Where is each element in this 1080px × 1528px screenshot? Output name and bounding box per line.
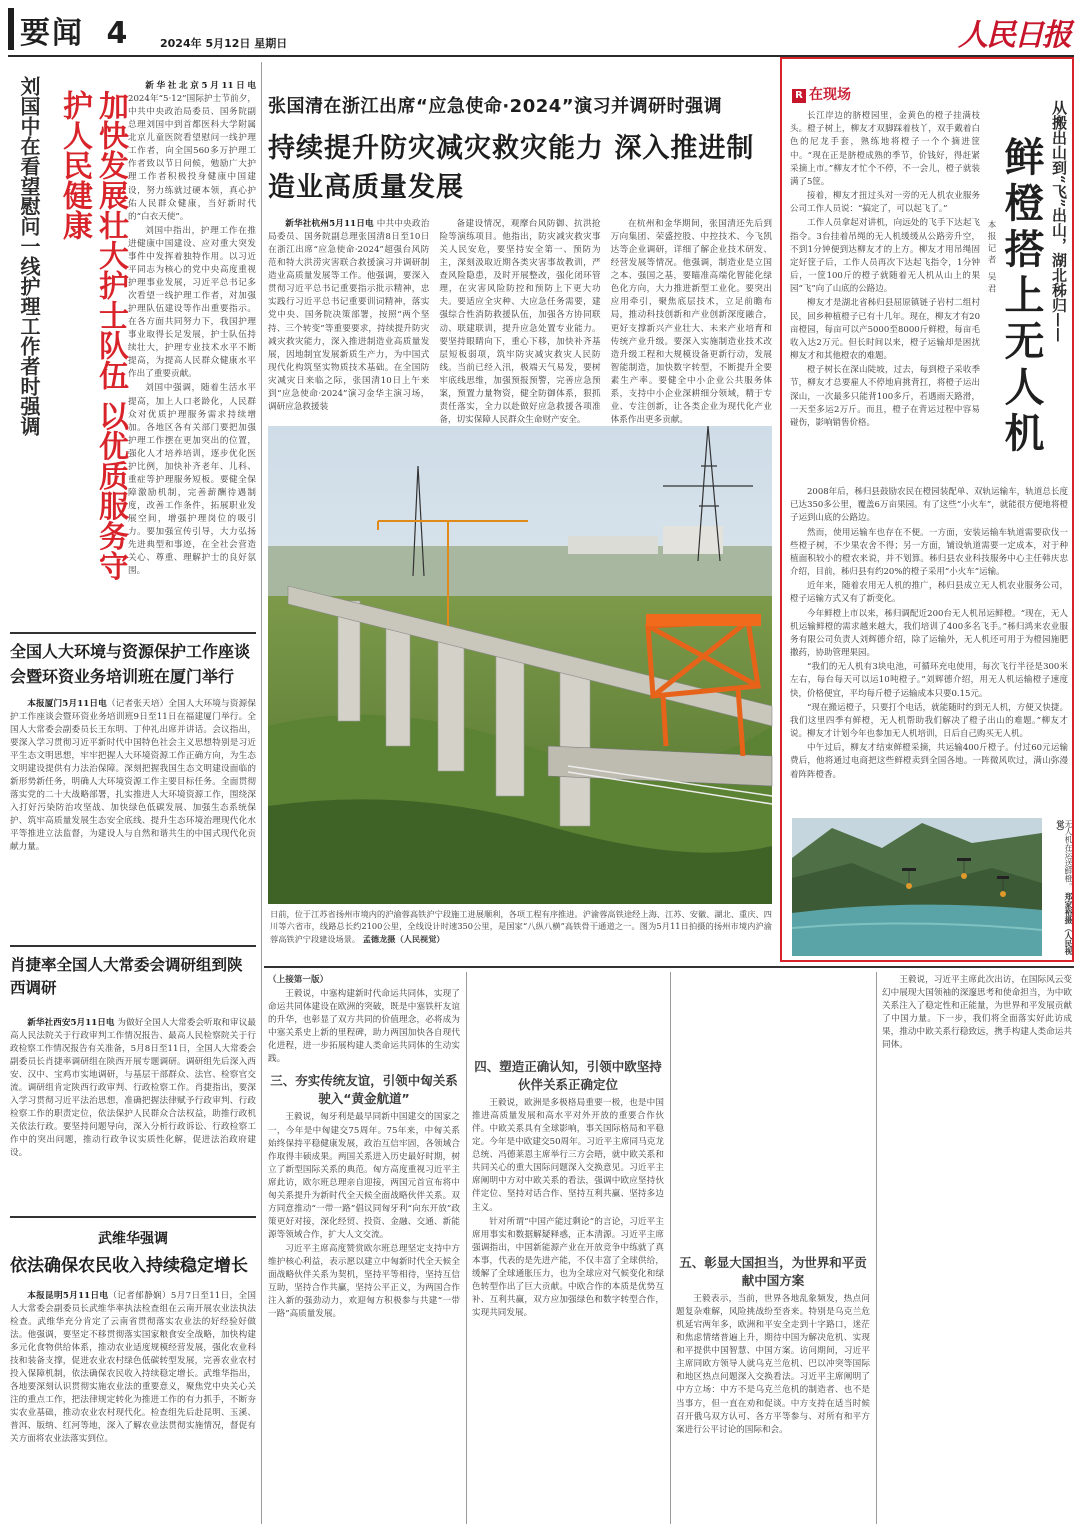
drone-photo bbox=[792, 818, 1042, 956]
wangyi-head-4: 四、塑造正确认知，引领中欧坚持伙伴关系正确定位 bbox=[474, 1059, 662, 1092]
feature-p7: 然而，使用运输车也存在不便。一方面，安装运输车轨道需要砍伐一些橙子树，不少果农舍不得；另一方面，铺设轨道需要一定成本，对于种植面积较小的橙农来说，并不划算。秭归县农业科技服务中心主任韩庆忠介绍，目前，秭归县有约20%的橙子采用“小火车”运输。 bbox=[790, 527, 1068, 578]
feature-p5: 橙子树长在深山陡坡，过去，每到橙子采收季节，柳友才总要雇人不停地肩挑背扛，将橙子运出深山，一次最多只能背100多斤，若遇雨天路滑，一天至多运2万斤。而且，橙子在背运过程中容易碰伤，影响销售价格。 bbox=[790, 365, 980, 428]
wangyi-col-1 bbox=[268, 974, 460, 1524]
lead-kicker: 张国清在浙江出席“应急使命·2024”演习并调研时强调 bbox=[268, 96, 723, 117]
lead-col-a-text: 中共中央政治局委员、国务院副总理张国清8日至10日在浙江出席“应急使命·2024”超强台风防范和特大洪涝灾害联合救援演习并调研制造业高质量发展等工作。他强调，要深入贯彻习近平总书记重要指示批示精神，忠实践行习近平总书记重要训词精神，落实党中央、国务院决策部署，按照“两个坚持、三个转变”等重要要求，持续提升防灾减灾救灾能力，深入推进制造业高质量发展，因地制宜发展新质生产力，为中国式现代化构筑坚实物质技术基础。在全国防灾减灾日来临之际，张国清10日上午来到“应急使命·2024”演习金华主演习场，调研应急救援装 bbox=[268, 219, 430, 412]
railway-photo-caption bbox=[270, 908, 772, 958]
wangyi-col-2 bbox=[472, 974, 664, 1524]
col-divider-3 bbox=[670, 972, 671, 1524]
feature-p8: 近年来，随着农用无人机的推广，秭归县成立无人机农业服务公司，橙子运输方式又有了新变化。 bbox=[790, 581, 1068, 605]
wangyi-head-5: 五、彰显大国担当，为世界和平贡献中国方案 bbox=[679, 1255, 867, 1288]
rule-left-3 bbox=[10, 1216, 256, 1218]
wangyi-p4: 王毅说，欧洲是多极格局重要一极，也是中国推进高质量发展和高水平对外开放的重要合作伙伴。中欧关系具有全球影响，事关国际格局和平稳定。今年是中欧建交50周年。习近平主席同马克龙总统、冯德莱恩主席举行三方会晤，就中欧关系和共同关心的重大国际问题深入交换意见。习近平主席阐明中方对中欧关系的看法，强调中欧应坚持伙伴定位、坚持对话合作、坚持互利共赢、坚持多边主义。 bbox=[472, 1098, 664, 1213]
railway-photo-credit: 孟德龙摄（人民视觉） bbox=[362, 933, 445, 944]
feature-p10: “我们的无人机有3块电池，可循环充电使用，每次飞行半径是300米左右，每台每天可以运10吨橙子。”刘辉德介绍，用无人机运输橙子速度快，价格便宜，平均每斤橙子运输成本只要0.15元。 bbox=[790, 662, 1068, 699]
article-env bbox=[10, 640, 256, 940]
wangyi-col-4 bbox=[882, 974, 1072, 1524]
rule-lower bbox=[264, 966, 1074, 968]
feature-body bbox=[790, 110, 980, 510]
feature-byline: 本报记者 吴君 bbox=[986, 220, 997, 296]
issue-date: 2024年 5月12日 星期日 bbox=[160, 37, 288, 50]
col-divider-2 bbox=[466, 972, 467, 1524]
article-xiaojie-title: 肖捷率全国人大常委会调研组到陕西调研 bbox=[10, 956, 243, 998]
feature-p1: 长江岸边的脐橙园里，金黄色的橙子挂满枝头。橙子树上，柳友才双脚踩着枝丫，双手戴着白色的尼龙手套，熟练地将橙子一个个摘进筐中。“现在正是脐橙成熟的季节，价钱好，得赶紧采摘上市。”柳友才忙个不停，不一会儿，橙子就装满了5筐。 bbox=[790, 111, 980, 187]
wangyi-p5: 王毅表示，当前，世界各地乱象频发，热点问题复杂难解，风险挑战纷至沓来。特别是乌克兰危机延宕两年多，欧洲和平安全走到十字路口，迷茫和焦虑情绪普遍上升，期待中国为解决危机、实现和平提供中国智慧、中国方案。访问期间，习近平主席同欧方领导人就乌克兰危机、巴以冲突等国际和地区热点问题深入交换看法。习近平主席阐明了中方立场：中方不是乌克兰危机的制造者、也不是当事方，但一直在劝和促谈。中方支持在适当时候召开俄乌双方认可、各方平等参与、对所有和平方案进行公平讨论的国际和会。 bbox=[676, 1294, 870, 1435]
railway-photo-image bbox=[268, 426, 772, 904]
railway-caption-text: 日前，位于江苏省扬州市境内的沪渝蓉高铁沪宁段施工进展顺利，各项工程有序推进。沪渝蓉高铁途经上海、江苏、安徽、湖北、重庆、四川等六省市，线路总长约2100公里，全线设计时速350公里，是国家“八纵八横”高铁骨干通道之一。图为5月11日拍摄的扬州市境内沪渝蓉高铁沪宁段建设场景。 bbox=[270, 909, 772, 944]
rule-left-1 bbox=[10, 632, 256, 634]
lead-body bbox=[268, 218, 772, 448]
feature-p12: 中午过后，柳友才结束鲜橙采摘，共运输400斤橙子。付过60元运输费后，他将通过电商把这些鲜橙卖到全国各地。一阵微风吹过，满山弥漫着阵阵橙香。 bbox=[790, 743, 1068, 780]
lead-col-a bbox=[268, 218, 429, 448]
wangyi-p4b: 针对所谓“中国产能过剩论”的言论，习近平主席用事实和数据解疑释惑，正本清源。习近平主席强调指出，中国新能源产业在开放竞争中练就了真本事，代表的是先进产能，不仅丰富了全球供给，缓解了全球通胀压力，也为全球应对气候变化和绿色转型作出了巨大贡献。中欧合作的本质是优势互补、互利共赢，双方应加强绿色和数字转型合作，实现共同发展。 bbox=[472, 1216, 664, 1318]
feature-label-text: 在现场 bbox=[809, 87, 851, 103]
feature-title-small: 从搬出山到“飞”出山，湖北秭归—— bbox=[1050, 100, 1068, 343]
article-nurses-body bbox=[128, 80, 256, 626]
wangyi-col-3 bbox=[676, 974, 870, 1524]
feature-p9: 今年鲜橙上市以来，秭归调配近200台无人机吊运鲜橙。“现在，无人机运输鲜橙的需求越来越大，我们培训了400多名飞手。”秭归鸿来农业服务有限公司负责人刘辉德介绍，除了运输外，无人机还可用于为橙园施肥撒药，协助管理果园。 bbox=[790, 608, 1068, 659]
page-number: 4 bbox=[106, 16, 130, 51]
rule-left-2 bbox=[10, 945, 256, 947]
feature-p6: 2008年后，秭归县鼓励农民在橙园装配单、双轨运输车，轨道总长度已达350多公里，覆盖6万亩果园。有了这些“小火车”，就能很方便地将橙子运到山底的公路边。 bbox=[790, 487, 1068, 524]
drone-photo-caption bbox=[1052, 820, 1072, 956]
article-xiaojie-text: 为做好全国人大常委会听取和审议最高人民法院关于行政审判工作情况报告、最高人民检察院关于行政检察工作情况报告有关准备，5月8日至11日，全国人大常委会副委员长肖捷率调研组在陕西开展专题调研。调研组先后深入西安、汉中、宝鸡市实地调研，与基层干部群众、法官、检察官交流。调研组肯定陕西行政审判、行政检察工作。肖捷指出，要深入学习贯彻习近平法治思想，准确把握法律赋予行政审判、行政检察工作的职责定位，依法保护人民群众合法权益，助推行政机关依法行政。要坚持问题导向，深入分析行政诉讼、行政检察工作中的突出问题，推动行政争议实质性化解，促进法治政府建设。 bbox=[10, 1017, 256, 1159]
drone-photo-image bbox=[792, 818, 1042, 956]
article-wuweihua bbox=[10, 1228, 256, 1524]
article-nurses-dateline: 新华社北京5月11日电 bbox=[145, 81, 256, 91]
section-title: 要闻 bbox=[20, 16, 84, 51]
feature-title-big: 鲜橙搭上无人机 bbox=[998, 136, 1045, 458]
feature-titles bbox=[986, 100, 1070, 540]
col-divider-1 bbox=[261, 62, 262, 1524]
article-wuweihua-title: 依法确保农民收入持续稳定增长 bbox=[10, 1256, 248, 1276]
article-wuweihua-kicker: 武维华强调 bbox=[98, 1231, 168, 1247]
lead-col-b-text: 备建设情况，观摩台风防御、抗洪抢险等演练项目。他指出，防灾减灾救灾事关人民安危，要坚持安全第一、预防为主，深刻汲取近期各类灾害事故教训，严查风险隐患，及时开展整改，强化闭环管理，在灾害风险防控和预防上下更大功夫。要适应全灾种、大应急任务需要，建强综合性消防救援队伍，加强各方协同联动、联建联训，提升应急处置专业能力。要坚持眼睛向下，重心下移，加快补齐基层短板弱项，筑牢防灾减灾救灾人民防线。当前已经入汛，极端天气易发，要树牢底线思维，加强预报预警，完善应急预案，预置力量物资，健全防御体系，狠抓责任落实，全力以赴做好应急救援各项准备，切实保障人民群众生命财产安全。 bbox=[439, 219, 601, 425]
section-bar bbox=[8, 8, 14, 50]
col-divider-4 bbox=[876, 972, 877, 1524]
wangyi-p3: 王毅说，匈牙利是最早同新中国建交的国家之一，今年是中匈建交75周年。75年来，中匈关系始终保持平稳健康发展，政治互信牢固，各领域合作取得丰硕成果。两国关系进入历史最好时期，树立了新型国际关系的典范。匈方高度重视习近平主席此访，欧尔班总理亲自迎接，两国元首宣布将中匈关系提升为新时代全天候全面战略伙伴关系。双方同意推动“一带一路”倡议同匈牙利“向东开放”政策更好对接，深化经贸、投资、金融、交通、新能源等领域合作，扩大人文交流。 bbox=[268, 1112, 460, 1240]
section-name bbox=[20, 8, 129, 52]
feature-body-wide bbox=[790, 486, 1068, 816]
wangyi-continued: （上接第一版） bbox=[268, 975, 329, 985]
article-xiaojie-dateline: 新华社西安5月11日电 bbox=[27, 1017, 115, 1028]
article-env-body bbox=[10, 698, 256, 855]
feature-p3: 工作人员拿起对讲机，向远处的飞手下达起飞指令。3台挂着吊绳的无人机缓缓从公路旁升空，不到1分钟便到达柳友才的上方。柳友才用吊绳固定好筐子后，工作人员再次下达起飞指令，1分钟后，一筐100斤的橙子就随着无人机从山上的果园“飞”向了山底的公路边。 bbox=[790, 218, 980, 295]
article-wuweihua-reporter: （记者郁静娴） bbox=[108, 1290, 171, 1301]
article-nurses-title: 加快发展壮大护士队伍 以优质服务守护人民健康 bbox=[57, 90, 128, 581]
article-nurses-p3: 刘国中强调，随着生活水平提高，加上人口老龄化，人民群众对优质护理服务需求持续增加。各地区各有关部门要把加强护理工作摆在更加突出的位置，强化人才培养培训，逐步优化医护比例，加快补齐老年、儿科、重症等护理服务短板。要健全保障激励机制，完善薪酬待遇制度，改善工作条件，拓展职业发展空间，增强护理岗位的吸引力。要加强宣传引导，大力弘扬先进典型和事迹，在全社会营造关心、尊重、理解护士的良好氛围。 bbox=[128, 383, 256, 577]
lead-col-c-text: 在杭州和金华期间，张国清还先后到万向集团、荣盛控股、中控技术、今飞凯达等企业调研，详细了解企业技术研发、经营发展等情况。他强调，制造业是立国之本、强国之基，要瞄准高端化智能化绿色化方向，大力推进新型工业化。要突出应用牵引，聚焦底层技术，立足前瞻布局，推动科技创新和产业创新深度融合，更好支撑新兴产业壮大、未来产业培育和传统产业升级。要深入实施制造业技术改造升级工程和大规模设备更新行动，发展智能制造，加快数字转型，不断提升全要素生产率。要健全中小企业公共服务体系，支持中小企业深耕细分领域，精于专业、专注创新，让各类企业为现代化产业体系作出更多贡献。 bbox=[610, 219, 772, 425]
wangyi-intro: 王毅说，中塞构建新时代命运共同体，实现了命运共同体建设在欧洲的突破，既是中塞铁杆友谊的升华，也彰显了双方共同的价值理念，必将成为中塞关系史上新的里程碑，助力两国加快各自现代化进程，进一步拓展构建人类命运共同体的生动实践。 bbox=[268, 989, 460, 1065]
drone-caption-text: 无人机在运送鲜橙。 bbox=[1064, 820, 1073, 891]
railway-photo bbox=[268, 426, 772, 904]
lead-col-b bbox=[439, 218, 600, 448]
article-wuweihua-dateline: 本报昆明5月11日电 bbox=[27, 1290, 109, 1301]
lead-article bbox=[268, 64, 772, 424]
article-wuweihua-text: 5月7日至11日，全国人大常委会副委员长武维华率执法检查组在云南开展农业法执法检查。武维华充分肯定了云南省贯彻落实农业法的好经验好做法。他强调，要坚定不移贯彻落实国家粮食安全战略，加快构建多元化食物供给体系，推动农业适度规模经营发展，强化农业科技和装备支撑，促进农业农村绿色低碳转型发展，完善农业农村投入保障机制，依法确保农民收入持续稳定增长。武维华指出，各地要深刻认识贯彻实施农业法的重要意义，聚焦党中央关心关注的重点工作，把法律规定转化为推进工作的有力抓手，不断夯实农业基础，推动农业农村现代化。检查组先后赴昆明、玉溪、普洱、版纳、红河等地，深入了解农业法贯彻实施情况，督促有关方面将农业法落实到位。 bbox=[10, 1290, 256, 1445]
article-env-dateline: 本报厦门5月11日电 bbox=[27, 698, 107, 709]
article-env-title: 全国人大环境与资源保护工作座谈会暨环资业务培训班在厦门举行 bbox=[10, 642, 251, 686]
lead-col-c bbox=[611, 218, 772, 448]
feature-p2: 接着，柳友才扭过头对一旁的无人机农业服务公司工作人员说：“搞定了，可以起飞了。” bbox=[790, 191, 980, 215]
article-xiaojie-body bbox=[10, 1017, 256, 1161]
feature-label bbox=[792, 84, 912, 106]
wangyi-head-3: 三、夯实传统友谊，引领中匈关系驶入“黄金航道” bbox=[270, 1073, 458, 1106]
article-nurses-subtitle: 刘国中在看望慰问一线护理工作者时强调 bbox=[17, 76, 41, 436]
feature-label-mark: R bbox=[792, 89, 806, 103]
lead-dateline: 新华社杭州5月11日电 bbox=[285, 219, 374, 229]
article-xiaojie bbox=[10, 954, 256, 1209]
article-env-reporter: （记者张天培） bbox=[106, 698, 169, 709]
feature-p4: 柳友才是湖北省秭归县屈原镇链子岩村二组村民，回乡种植橙子已有十几年。现在，柳友才有20亩橙园，每亩可以产5000至8000斤鲜橙，每亩毛收入达2万元。但长时间以来，橙子运输却是困扰柳友才和其他橙农的难题。 bbox=[790, 298, 980, 362]
wangyi-p5b: 王毅说，习近平主席此次出访，在国际风云变幻中展现大国领袖的深邃思考和使命担当，为中欧关系注入了稳定性和正能量，为世界和平发展贡献了中国力量。下一步，我们将全面落实好此访成果，推动中欧关系行稳致远，携手构建人类命运共同体。 bbox=[882, 975, 1072, 1051]
article-wuweihua-body bbox=[10, 1290, 256, 1447]
page-header bbox=[0, 0, 1080, 58]
newspaper-logo: 人民日报 bbox=[958, 18, 1070, 53]
drone-photo-credit: 郑家裕摄（人民视觉） bbox=[1055, 820, 1073, 956]
article-nurses bbox=[10, 66, 256, 626]
article-nurses-p2: 刘国中指出，护理工作在推进健康中国建设、应对重大突发事件中发挥着独特作用。以习近平同志为核心的党中央高度重视护理事业发展，习近平总书记多次看望一线护理工作者，对加强护理队伍建设等作出重要指示。在各方面共同努力下，我国护理事业取得长足发展，护士队伍持续壮大，护理专业技术水平不断提高，为提高人民群众健康水平作出了重要贡献。 bbox=[128, 225, 256, 380]
feature-p11: “现在搬运橙子，只要打个电话，就能随时约到无人机，方便又快捷。我们这里四季有鲜橙，无人机帮助我们解决了橙子出山的难题。”柳友才说。柳友才计划今年也参加无人机培训，日后自己购买无人机。 bbox=[790, 702, 1068, 740]
wangyi-p3b: 习近平主席高度赞赏欧尔班总理坚定支持中方维护核心利益，表示愿以建立中匈新时代全天候全面战略伙伴关系为契机，坚持平等相待，坚持互信互助，坚持合作共赢，坚持公平正义，为两国合作注入新的强劲动力，欢迎匈方积极参与共建“一带一路”高质量发展。 bbox=[268, 1244, 460, 1320]
article-nurses-p1: 2024年“5·12”国际护士节前夕，中共中央政治局委员、国务院副总理刘国中到首都医科大学附属北京儿童医院看望慰问一线护理工作者，向全国560多万护理工作者致以节日问候，勉励广大护理工作者积极投身健康中国建设，努力练就过硬本领，真心护佑人民群众健康，当好新时代的“白衣天使”。 bbox=[128, 94, 256, 222]
lead-title: 持续提升防灾减灾救灾能力 深入推进制造业高质量发展 bbox=[268, 133, 755, 203]
article-env-text: 全国人大环境与资源保护工作座谈会暨环资业务培训班9日至11日在福建厦门举行。全国人大常委会副委员长王东明、丁仲礼出席并讲话。会议指出，要深入学习贯彻习近平新时代中国特色社会主义思想特别是习近平生态文明思想，牢牢把握人大环境资源工作正确方向，为生态文明建设提供有力法治保障。深刻把握我国生态文明建设面临的新形势新任务，明确人大环境资源工作主要目标任务。全面贯彻落实党的二十大战略部署，扎实推进人大环境资源工作，围绕深入打好污染防治攻坚战、加快绿色低碳发展、加强生态系统保护、筑牢高质量发展生态安全底线、提升生态环境治理现代化水平等推进立法监督，为建设人与自然和谐共生的中国式现代化贡献力量。 bbox=[10, 698, 256, 853]
